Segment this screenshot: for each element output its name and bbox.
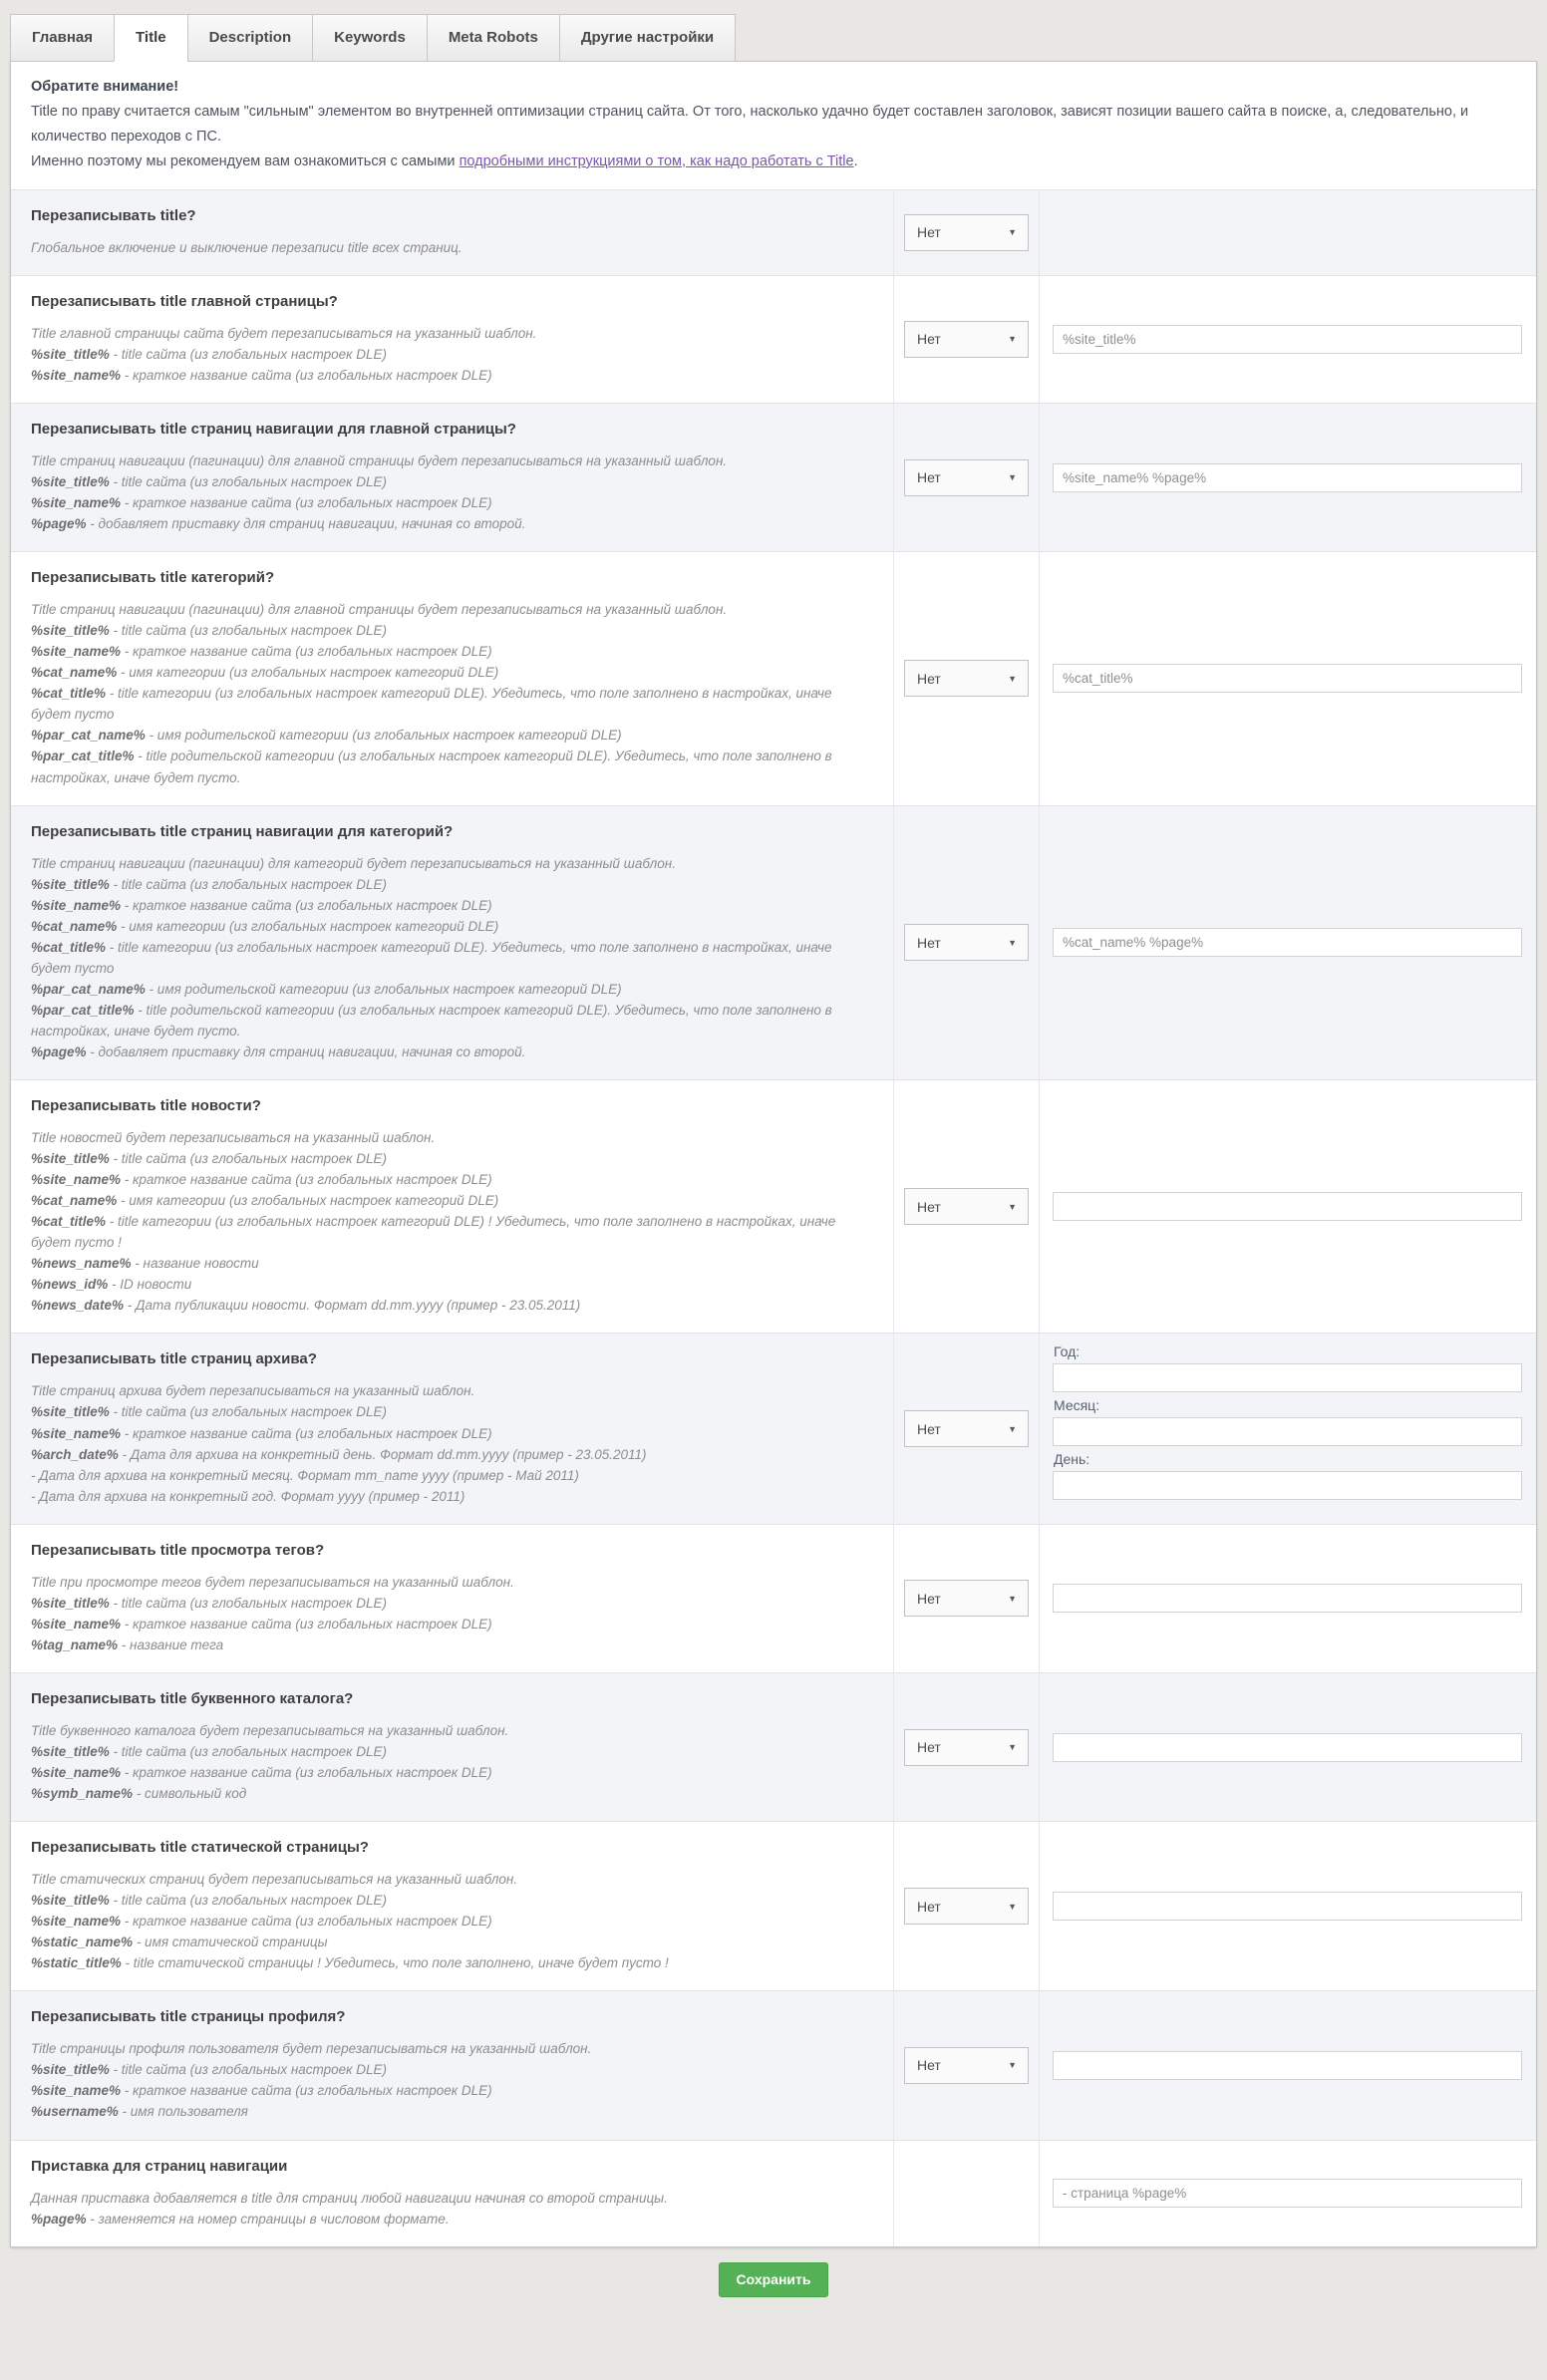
description-line: %username% - имя пользователя (31, 2104, 248, 2120)
setting-text-cell (11, 404, 894, 551)
chevron-down-icon: ▼ (1008, 334, 1017, 345)
template-input[interactable] (1053, 1584, 1522, 1613)
settings-row (11, 1333, 1536, 1523)
settings-row (11, 1079, 1536, 1333)
rewrite-select-value: Нет (917, 2057, 941, 2074)
setting-text-cell (11, 1822, 894, 1990)
select-cell (894, 1334, 1040, 1523)
chevron-down-icon: ▼ (1008, 1593, 1017, 1604)
chevron-down-icon: ▼ (1008, 673, 1017, 684)
rewrite-select[interactable] (904, 321, 1029, 358)
setting-text-cell (11, 552, 894, 804)
description-line: %site_name% - краткое название сайта (из глобальных настроек DLE) (31, 1914, 492, 1930)
description-line: %site_name% - краткое название сайта (из глобальных настроек DLE) (31, 2083, 492, 2099)
select-cell (894, 276, 1040, 403)
notice-paragraph: Title по праву считается самым "сильным" элементом во внутренней оптимизации страниц сайта. От того, насколько удачно будет составлен заголовок, зависят позиции вашего сайта в поиске, а, следовательно, и количество переходов с ПС. (31, 103, 1469, 145)
description-line: %news_date% - Дата публикации новости. Формат dd.mm.yyyy (пример - 23.05.2011) (31, 1298, 581, 1314)
description-line: %site_title% - title сайта (из глобальных настроек DLE) (31, 1893, 388, 1909)
description-line: %news_name% - название новости (31, 1256, 259, 1272)
description-line: %site_name% - краткое название сайта (из глобальных настроек DLE) (31, 367, 492, 383)
tab-meta-robots[interactable]: Meta Robots (427, 14, 560, 62)
description-line: %site_title% - title сайта (из глобальных настроек DLE) (31, 876, 388, 892)
setting-description (31, 1572, 867, 1655)
rewrite-select[interactable] (904, 924, 1029, 961)
rewrite-select-value: Нет (917, 469, 941, 486)
description-line: %site_title% - title сайта (из глобальных настроек DLE) (31, 1743, 388, 1759)
description-line: %symb_name% - символьный код (31, 1786, 247, 1802)
chevron-down-icon: ▼ (1008, 1901, 1017, 1912)
setting-text-cell (11, 1080, 894, 1333)
description-line: %site_name% - краткое название сайта (из глобальных настроек DLE) (31, 1172, 492, 1188)
setting-text-cell (11, 1991, 894, 2139)
setting-description (31, 2038, 867, 2122)
description-line: Title страниц навигации (пагинации) для категорий будет перезаписываться на указанный шаблон. (31, 855, 676, 871)
description-line: %site_title% - title сайта (из глобальных настроек DLE) (31, 346, 388, 362)
input-cell (1040, 1525, 1536, 1672)
input-cell (1040, 190, 1536, 275)
setting-question: Приставка для страниц навигации (31, 2157, 288, 2175)
template-input[interactable] (1053, 2179, 1522, 2208)
template-input[interactable] (1053, 463, 1522, 492)
description-line: %site_title% - title сайта (из глобальных настроек DLE) (31, 1595, 388, 1611)
template-input[interactable] (1053, 1192, 1522, 1221)
description-line: Title страниц навигации (пагинации) для главной страницы будет перезаписываться на указанный шаблон. (31, 452, 728, 468)
description-line: %site_title% - title сайта (из глобальных настроек DLE) (31, 1151, 388, 1167)
template-input[interactable] (1053, 928, 1522, 957)
select-cell (894, 552, 1040, 804)
settings-rows (11, 190, 1536, 2246)
setting-question: Перезаписывать title буквенного каталога? (31, 1689, 354, 1707)
select-cell (894, 1822, 1040, 1990)
description-line: %site_name% - краткое название сайта (из глобальных настроек DLE) (31, 1425, 492, 1441)
setting-text-cell (11, 1334, 894, 1523)
setting-text-cell (11, 806, 894, 1079)
settings-row (11, 275, 1536, 403)
description-line: %cat_name% - имя категории (из глобальных настроек категорий DLE) (31, 918, 499, 934)
rewrite-select-value: Нет (917, 331, 941, 348)
description-line: %site_title% - title сайта (из глобальных настроек DLE) (31, 2062, 388, 2078)
setting-question: Перезаписывать title страницы профиля? (31, 2008, 346, 2026)
setting-description (31, 1869, 867, 1973)
input-cell (1040, 2141, 1536, 2246)
save-button[interactable]: Сохранить (719, 2262, 829, 2297)
setting-description (31, 450, 867, 534)
field-label: Месяц: (1054, 1397, 1100, 1414)
input-cell (1040, 1080, 1536, 1333)
labeled-field (1053, 1340, 1522, 1392)
tab-other-settings[interactable]: Другие настройки (559, 14, 736, 62)
setting-description (31, 599, 867, 787)
description-line: Title страниц навигации (пагинации) для главной страницы будет перезаписываться на указанный шаблон. (31, 602, 728, 618)
rewrite-select-value: Нет (917, 934, 941, 951)
settings-row (11, 1990, 1536, 2139)
input-cell (1040, 404, 1536, 551)
labeled-field (1053, 1448, 1522, 1500)
rewrite-select-value: Нет (917, 1898, 941, 1915)
select-cell (894, 1080, 1040, 1333)
notice-title: Обратите внимание! (31, 79, 179, 95)
select-cell (894, 806, 1040, 1079)
notice-paragraph-suffix: . (853, 152, 858, 169)
description-line: %page% - добавляет приставку для страниц навигации, начиная со второй. (31, 516, 526, 532)
select-cell (894, 1991, 1040, 2139)
chevron-down-icon: ▼ (1008, 1742, 1017, 1752)
rewrite-select[interactable] (904, 1729, 1029, 1766)
description-line: %static_name% - имя статической страницы (31, 1934, 328, 1950)
chevron-down-icon: ▼ (1008, 1201, 1017, 1212)
description-line: %par_cat_title% - title родительской категории (из глобальных настроек категорий DLE). Убедитесь, что поле заполнено в настройках, иначе будет пусто. (31, 1002, 832, 1039)
description-line: %site_title% - title сайта (из глобальных настроек DLE) (31, 473, 388, 489)
description-line: Данная приставка добавляется в title для страниц любой навигации начиная со второй страницы. (31, 2190, 668, 2206)
description-line: %site_name% - краткое название сайта (из глобальных настроек DLE) (31, 1616, 492, 1632)
tab-home[interactable]: Главная (10, 14, 115, 62)
settings-row (11, 403, 1536, 551)
notice-box (11, 62, 1536, 190)
rewrite-select[interactable] (904, 660, 1029, 697)
settings-row (11, 1821, 1536, 1990)
select-cell (894, 1673, 1040, 1821)
description-line: %news_id% - ID новости (31, 1277, 192, 1293)
setting-description (31, 1380, 867, 1506)
tab-keywords[interactable]: Keywords (312, 14, 428, 62)
description-line: %static_title% - title статической страницы ! Убедитесь, что поле заполнено, иначе будет пусто ! (31, 1955, 669, 1971)
chevron-down-icon: ▼ (1008, 472, 1017, 483)
description-line: %cat_name% - имя категории (из глобальных настроек категорий DLE) (31, 1193, 499, 1209)
setting-description (31, 2188, 867, 2230)
save-area (10, 2247, 1537, 2327)
setting-question: Перезаписывать title новости? (31, 1097, 261, 1115)
description-line: %site_name% - краткое название сайта (из глобальных настроек DLE) (31, 495, 492, 511)
chevron-down-icon: ▼ (1008, 2060, 1017, 2071)
description-line: %site_name% - краткое название сайта (из глобальных настроек DLE) (31, 644, 492, 660)
rewrite-select-value: Нет (917, 670, 941, 687)
description-line: Title главной страницы сайта будет перезаписываться на указанный шаблон. (31, 325, 537, 341)
description-line: %par_cat_name% - имя родительской категории (из глобальных настроек категорий DLE) (31, 981, 622, 997)
setting-description (31, 1720, 867, 1804)
description-line: %cat_title% - title категории (из глобальных настроек категорий DLE). Убедитесь, что поле заполнено в настройках, иначе будет пусто (31, 686, 832, 723)
chevron-down-icon: ▼ (1008, 227, 1017, 238)
description-line: Title при просмотре тегов будет перезаписываться на указанный шаблон. (31, 1574, 514, 1590)
rewrite-select-value: Нет (917, 224, 941, 241)
setting-description (31, 237, 867, 258)
setting-text-cell (11, 1673, 894, 1821)
notice-paragraph-prefix: Именно поэтому мы рекомендуем вам ознакомиться с самыми (31, 152, 460, 169)
description-line: %cat_title% - title категории (из глобальных настроек категорий DLE). Убедитесь, что поле заполнено в настройках, иначе будет пусто (31, 939, 832, 976)
setting-question: Перезаписывать title страниц навигации для главной страницы? (31, 420, 516, 438)
setting-description (31, 1127, 867, 1316)
description-line: Title статических страниц будет перезаписываться на указанный шаблон. (31, 1872, 518, 1888)
description-line: %tag_name% - название тега (31, 1636, 224, 1652)
input-cell (1040, 276, 1536, 403)
rewrite-select[interactable] (904, 459, 1029, 496)
description-line: %arch_date% - Дата для архива на конкретный день. Формат dd.mm.yyyy (пример - 23.05.2011) (31, 1446, 647, 1462)
description-line: %site_name% - краткое название сайта (из глобальных настроек DLE) (31, 1765, 492, 1780)
select-cell (894, 1525, 1040, 1672)
input-cell (1040, 1673, 1536, 1821)
template-input[interactable] (1053, 1471, 1522, 1500)
template-input[interactable] (1053, 2051, 1522, 2080)
description-line: %site_title% - title сайта (из глобальных настроек DLE) (31, 1404, 388, 1420)
rewrite-select[interactable] (904, 1888, 1029, 1925)
setting-question: Перезаписывать title статической страницы? (31, 1839, 369, 1857)
chevron-down-icon: ▼ (1008, 937, 1017, 948)
template-input[interactable] (1053, 1733, 1522, 1762)
instructions-link[interactable]: подробными инструкциями о том, как надо работать с Title (459, 152, 854, 169)
template-input[interactable] (1053, 1417, 1522, 1446)
description-line: %par_cat_title% - title родительской категории (из глобальных настроек категорий DLE). Убедитесь, что поле заполнено в настройках, иначе будет пусто. (31, 748, 832, 785)
input-cell (1040, 552, 1536, 804)
description-line: Глобальное включение и выключение перезаписи title всех страниц. (31, 239, 463, 255)
setting-text-cell (11, 2141, 894, 2246)
chevron-down-icon: ▼ (1008, 1423, 1017, 1434)
description-line: Title страницы профиля пользователя будет перезаписываться на указанный шаблон. (31, 2041, 592, 2057)
setting-description (31, 853, 867, 1062)
settings-row (11, 1524, 1536, 1672)
description-line: Title страниц архива будет перезаписываться на указанный шаблон. (31, 1383, 475, 1399)
input-cell (1040, 806, 1536, 1079)
rewrite-select[interactable] (904, 1580, 1029, 1617)
description-line: %page% - заменяется на номер страницы в числовом формате. (31, 2211, 450, 2227)
tab-title[interactable]: Title (114, 14, 188, 62)
description-line: %cat_title% - title категории (из глобальных настроек категорий DLE) ! Убедитесь, что поле заполнено в настройках, иначе будет пусто ! (31, 1214, 836, 1251)
rewrite-select[interactable] (904, 214, 1029, 251)
description-line: %par_cat_name% - имя родительской категории (из глобальных настроек категорий DLE) (31, 728, 622, 744)
settings-row (11, 2140, 1536, 2246)
template-input[interactable] (1053, 1363, 1522, 1392)
setting-description (31, 323, 867, 386)
rewrite-select-value: Нет (917, 1590, 941, 1607)
setting-question: Перезаписывать title страниц архива? (31, 1350, 317, 1368)
rewrite-select-value: Нет (917, 1420, 941, 1437)
description-line: %page% - добавляет приставку для страниц навигации, начиная со второй. (31, 1043, 526, 1059)
setting-question: Перезаписывать title главной страницы? (31, 292, 338, 310)
setting-question: Перезаписывать title категорий? (31, 569, 275, 587)
setting-question: Перезаписывать title просмотра тегов? (31, 1541, 325, 1559)
description-line: %cat_name% - имя категории (из глобальных настроек категорий DLE) (31, 665, 499, 681)
description-line: %site_title% - title сайта (из глобальных настроек DLE) (31, 623, 388, 639)
template-input[interactable] (1053, 664, 1522, 693)
setting-question: Перезаписывать title? (31, 206, 196, 224)
template-input[interactable] (1053, 325, 1522, 354)
settings-panel (10, 61, 1537, 2247)
setting-question: Перезаписывать title страниц навигации для категорий? (31, 822, 454, 840)
settings-row (11, 1672, 1536, 1821)
rewrite-select[interactable] (904, 1410, 1029, 1447)
labeled-field (1053, 1394, 1522, 1446)
settings-row (11, 805, 1536, 1079)
description-line: - Дата для архива на конкретный месяц. Формат mm_name yyyy (пример - Май 2011) (31, 1467, 579, 1483)
description-line: Title новостей будет перезаписываться на указанный шаблон. (31, 1130, 436, 1146)
template-input[interactable] (1053, 1892, 1522, 1921)
rewrite-select-value: Нет (917, 1198, 941, 1215)
description-line: - Дата для архива на конкретный год. Формат yyyy (пример - 2011) (31, 1488, 465, 1504)
rewrite-select[interactable] (904, 1188, 1029, 1225)
select-cell (894, 2141, 1040, 2246)
settings-row (11, 190, 1536, 275)
input-cell (1040, 1822, 1536, 1990)
description-line: Title буквенного каталога будет перезаписываться на указанный шаблон. (31, 1722, 509, 1738)
setting-text-cell (11, 276, 894, 403)
input-cell (1040, 1991, 1536, 2139)
input-cell (1040, 1334, 1536, 1523)
rewrite-select-value: Нет (917, 1739, 941, 1755)
setting-text-cell (11, 1525, 894, 1672)
setting-text-cell (11, 190, 894, 275)
description-line: %site_name% - краткое название сайта (из глобальных настроек DLE) (31, 897, 492, 913)
field-label: Год: (1054, 1343, 1081, 1360)
rewrite-select[interactable] (904, 2047, 1029, 2084)
tab-bar (10, 14, 1537, 62)
select-cell (894, 404, 1040, 551)
tab-description[interactable]: Description (187, 14, 314, 62)
field-label: День: (1054, 1451, 1090, 1468)
select-cell (894, 190, 1040, 275)
settings-row (11, 551, 1536, 804)
